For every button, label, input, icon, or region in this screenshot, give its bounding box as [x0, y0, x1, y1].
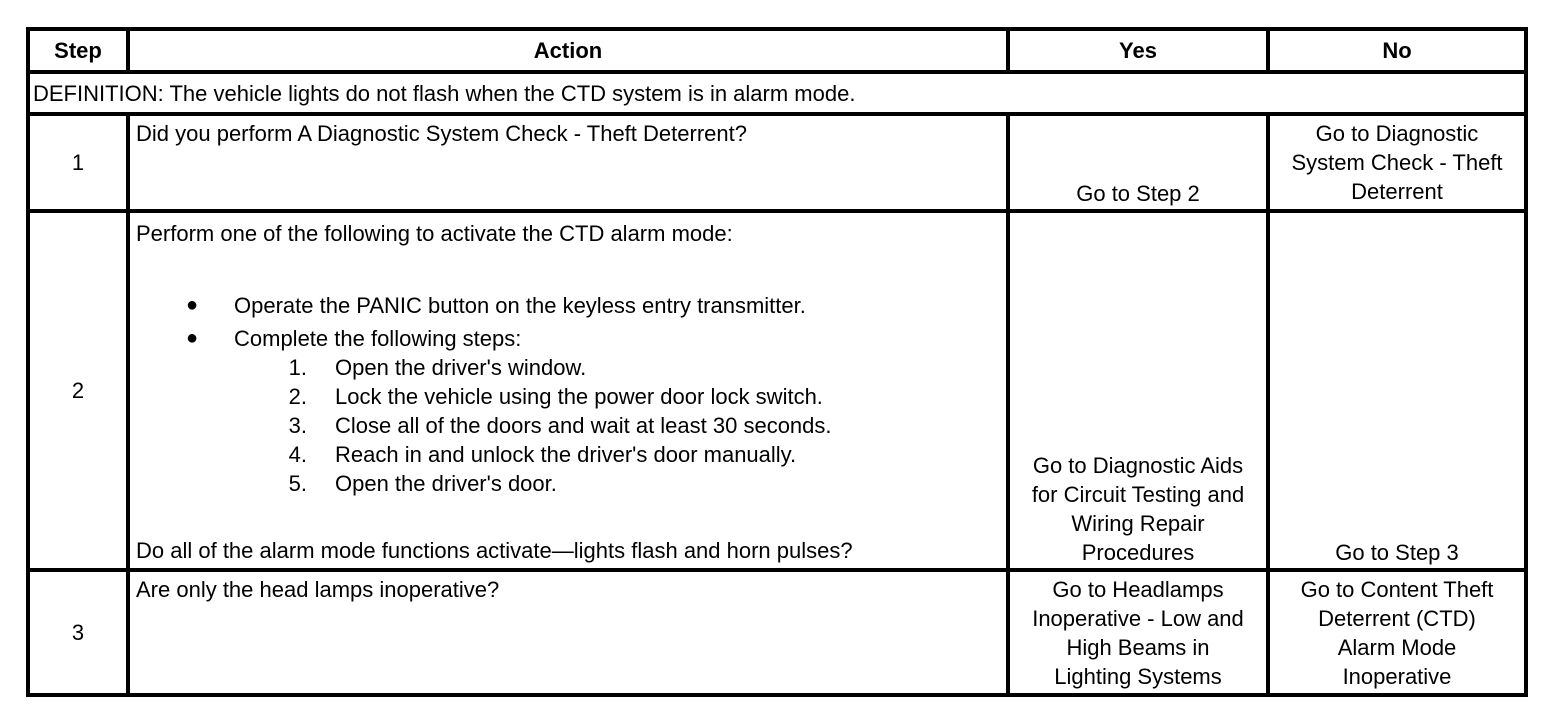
no-result-line: System Check - Theft [1291, 150, 1503, 175]
yes-result [1010, 575, 1266, 693]
row-divider [30, 70, 1524, 74]
yes-result-line: Go to Diagnostic Aids [1032, 453, 1244, 478]
step-number: 3 [71, 620, 85, 645]
yes-result-line: Go to Headlamps [1052, 577, 1224, 602]
diagnostic-table [26, 27, 1528, 697]
yes-result: Go to Step 2 [1076, 181, 1200, 206]
no-result [1270, 575, 1524, 693]
substep-text: Open the driver's window. [335, 355, 587, 380]
substep-number: 3. [288, 413, 307, 438]
substep-number: 1. [288, 355, 307, 380]
action-question: Do all of the alarm mode functions activate—lights flash and horn pulses? [136, 538, 853, 563]
header-no: No [1382, 38, 1412, 63]
substep-number: 2. [288, 384, 307, 409]
substep-text: Reach in and unlock the driver's door manually. [335, 442, 797, 467]
step-number: 1 [71, 150, 85, 175]
yes-result-line: Procedures [1081, 540, 1195, 565]
definition-text: DEFINITION: The vehicle lights do not flash when the CTD system is in alarm mode. [33, 81, 856, 106]
yes-result-line: Wiring Repair [1071, 511, 1205, 536]
action-text: Did you perform A Diagnostic System Check - Theft Deterrent? [136, 121, 747, 146]
yes-result [1010, 213, 1266, 568]
yes-result-line: for Circuit Testing and [1031, 482, 1245, 507]
substep-text: Close all of the doors and wait at least 30 seconds. [335, 413, 832, 438]
no-result: Go to Step 3 [1335, 540, 1459, 565]
bullet-text: Complete the following steps: [234, 326, 522, 351]
bullet-text: Operate the PANIC button on the keyless entry transmitter. [234, 293, 806, 318]
no-result-line: Alarm Mode [1337, 635, 1457, 660]
bullet-icon: ● [185, 294, 199, 316]
no-result-line: Go to Diagnostic [1315, 121, 1479, 146]
yes-result-line: Inoperative - Low and [1032, 606, 1244, 631]
action-cell [130, 213, 1006, 568]
no-result-line: Inoperative [1342, 664, 1452, 689]
no-result-line: Go to Content Theft [1300, 577, 1494, 602]
substep-text: Open the driver's door. [335, 471, 557, 496]
substep-number: 5. [288, 471, 307, 496]
header-step: Step [54, 38, 102, 63]
substep-number: 4. [288, 442, 307, 467]
step-number: 2 [71, 378, 85, 403]
action-intro: Perform one of the following to activate the CTD alarm mode: [136, 221, 733, 246]
action-text: Are only the head lamps inoperative? [136, 577, 500, 602]
no-result-line: Deterrent [1351, 179, 1443, 204]
bullet-icon: ● [185, 327, 199, 349]
header-yes: Yes [1119, 38, 1157, 63]
substep-text: Lock the vehicle using the power door lock switch. [335, 384, 823, 409]
yes-result-line: Lighting Systems [1054, 664, 1222, 689]
no-result [1270, 116, 1524, 209]
yes-result-line: High Beams in [1066, 635, 1210, 660]
header-action: Action [533, 38, 603, 63]
no-result-line: Deterrent (CTD) [1318, 606, 1476, 631]
